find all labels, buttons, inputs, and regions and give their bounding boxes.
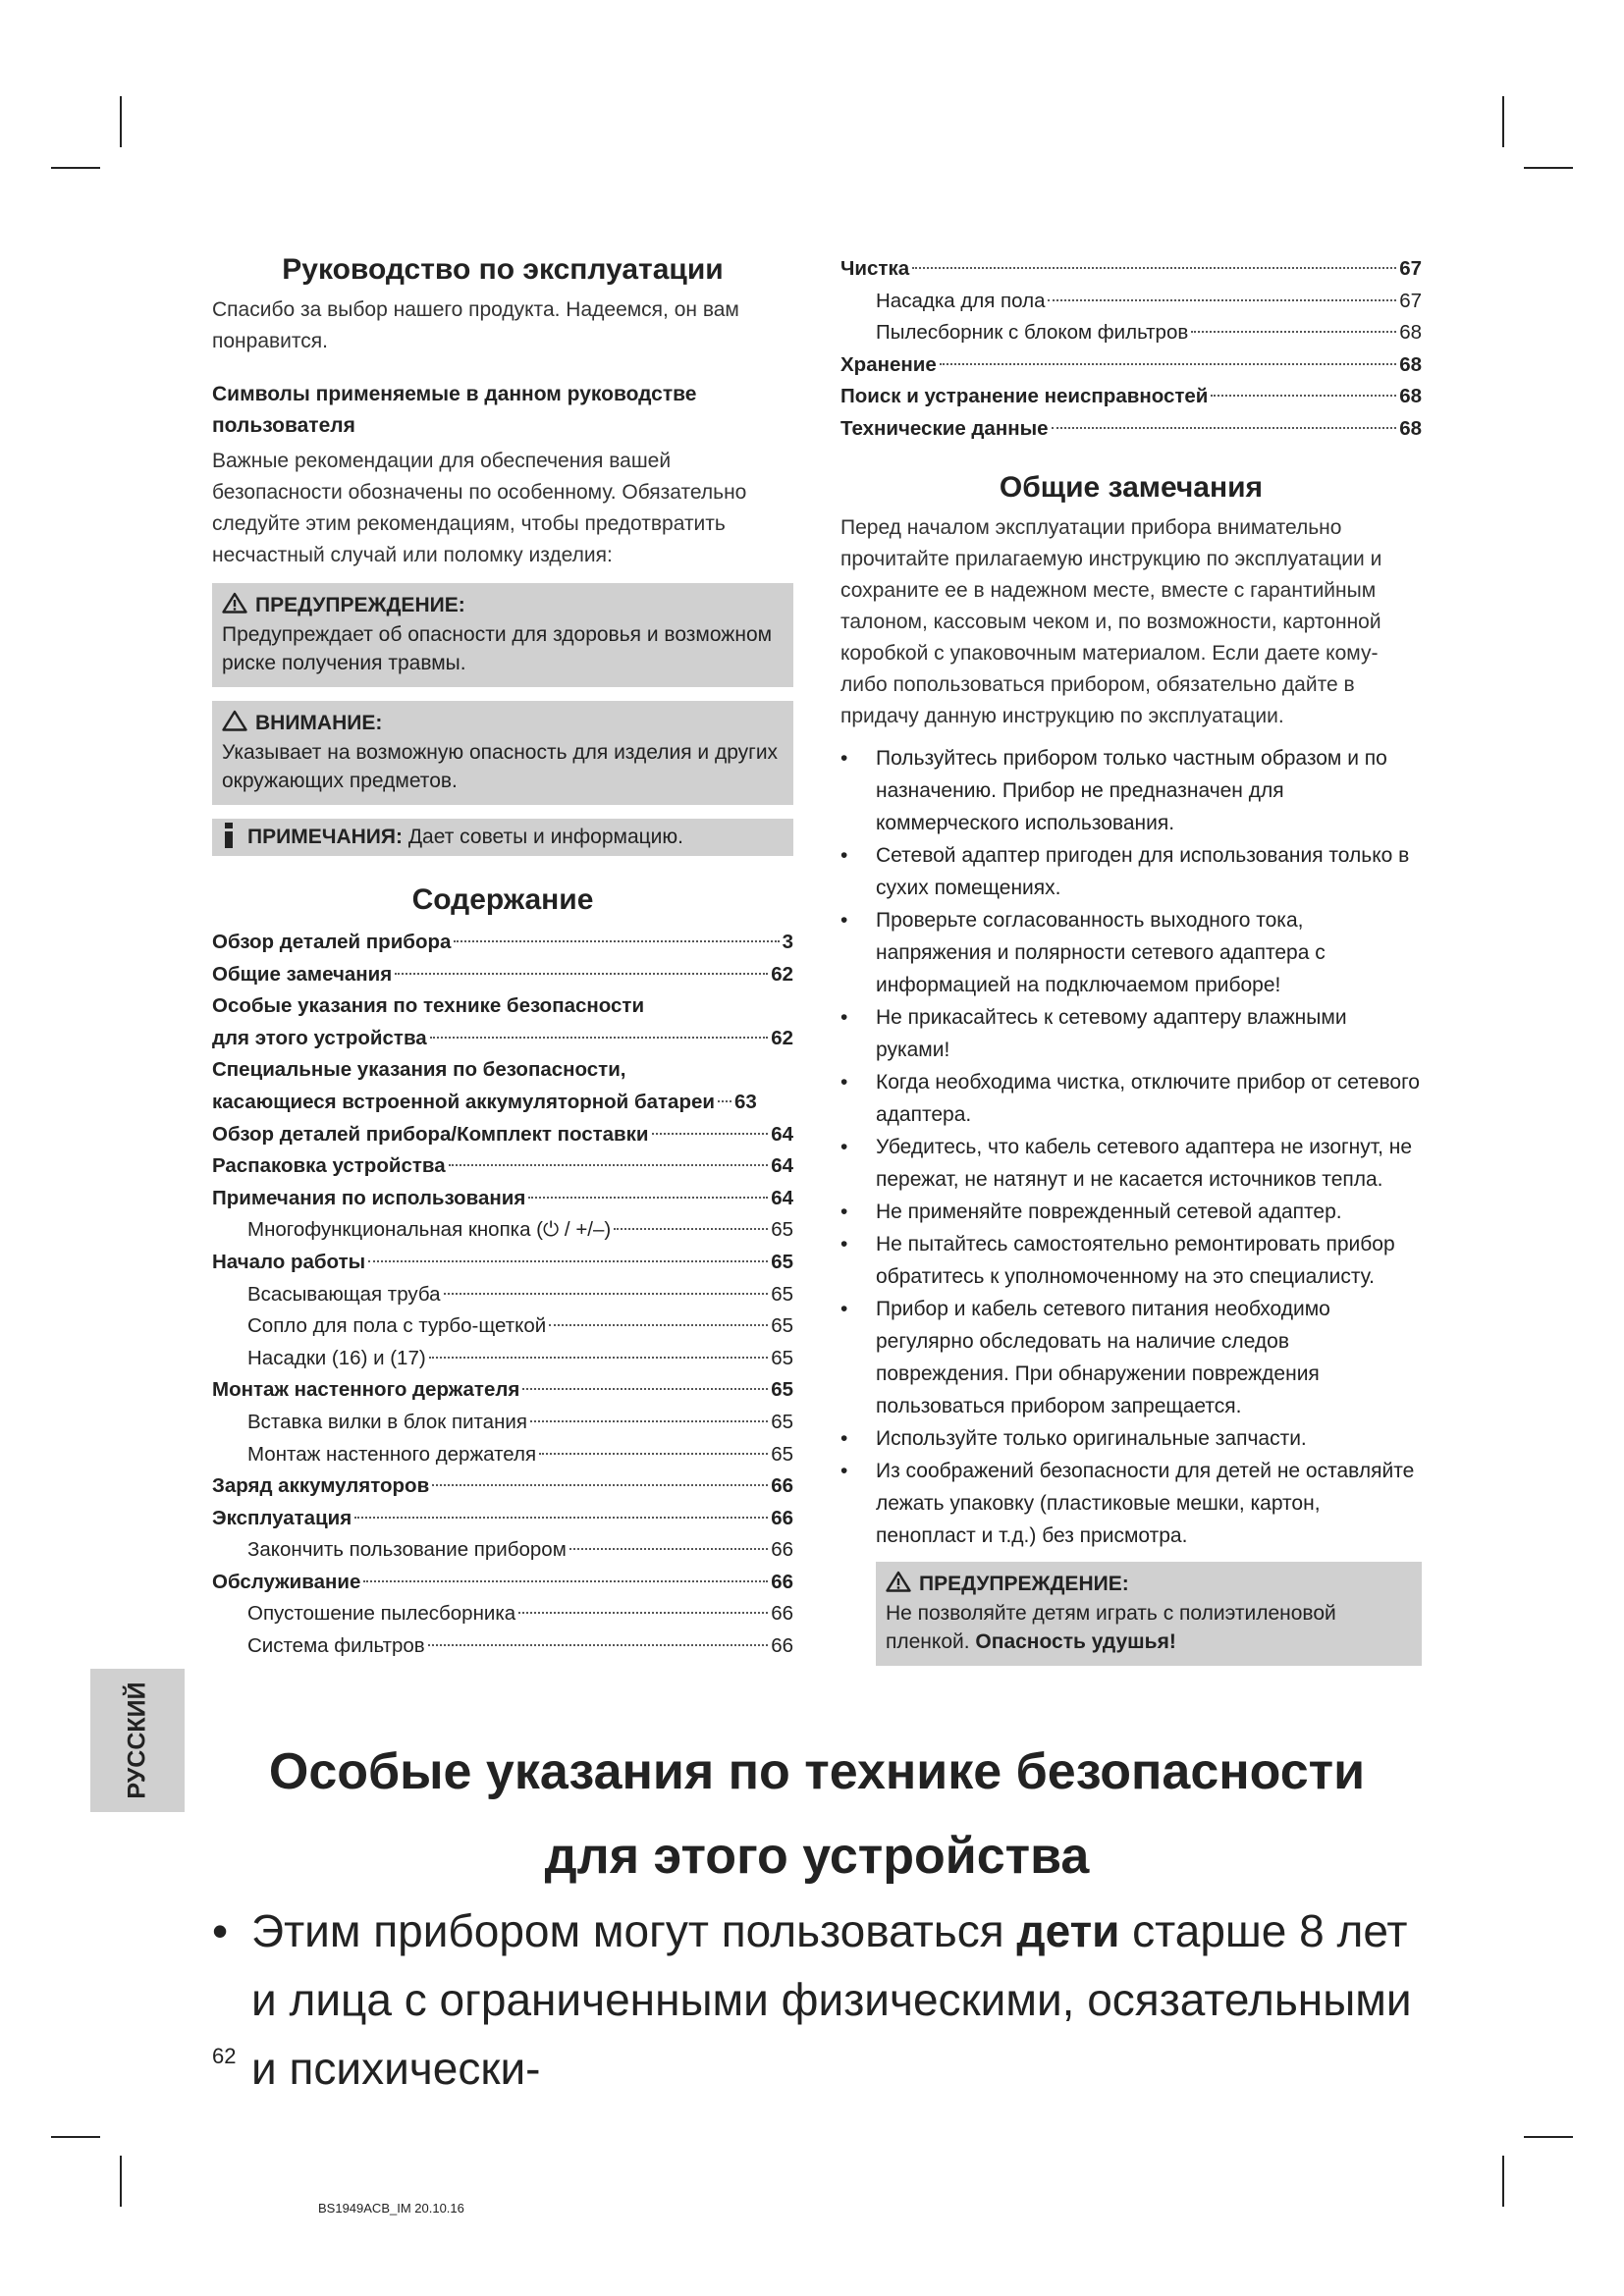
general-text: Перед началом эксплуатации прибора внимательно прочитайте прилагаемую инструкцию по эксплуатации и сохраните ее в надежном месте, вместе с гарантийным талоном, кассовым чеком и, по возможности, картонной коробкой с упаковочным материалом. Если даете кому-либо попользоваться прибором, обязательно дайте в придачу данную инструкцию по эксплуатации. [840, 515, 1382, 727]
toc-leader [354, 1517, 768, 1519]
warning-triangle-icon [222, 592, 247, 614]
toc-leader [395, 973, 768, 975]
toc-page: 68 [1399, 321, 1422, 345]
list-item-text: Не пытайтесь самостоятельно ремонтировать прибор обратитесь к уполномоченному на это специалисту. [876, 1232, 1395, 1288]
toc-leader [449, 1164, 769, 1166]
language-tab [90, 1669, 185, 1812]
toc-page: 65 [771, 1410, 793, 1433]
general-heading: Общие замечания [999, 470, 1264, 504]
note-title: ПРИМЕЧАНИЯ: [247, 826, 403, 848]
toc-row[interactable] [212, 1087, 793, 1119]
toc-leader [549, 1324, 768, 1326]
toc-leader [539, 1453, 768, 1455]
list-item-text: Сетевой адаптер пригоден для использования только в сухих помещениях. [876, 843, 1410, 899]
table-of-contents-continued [840, 253, 1422, 446]
toc-label: Чистка [840, 257, 910, 280]
crop-mark [1502, 96, 1504, 147]
toc-page: 62 [771, 962, 793, 986]
toc-label: Хранение [840, 352, 937, 376]
toc-label: Монтаж настенного держателя [247, 1442, 537, 1466]
toc-label: Особые указания по технике безопасности [212, 994, 645, 1018]
toc-row[interactable] [212, 1470, 793, 1503]
toc-leader [912, 267, 1396, 269]
toc-leader [652, 1133, 769, 1135]
bullet-icon: • [840, 1135, 848, 1158]
toc-page: 66 [771, 1538, 793, 1562]
list-item [840, 1228, 1422, 1293]
toc-label: Примечания по использования [212, 1186, 526, 1209]
toc-page: 62 [771, 1026, 793, 1049]
toc-leader [1048, 299, 1396, 301]
toc-label: для этого устройства [212, 1026, 427, 1049]
bullet-icon: • [840, 746, 848, 770]
toc-label: Всасывающая труба [247, 1282, 441, 1306]
bullet-icon: • [840, 1070, 848, 1094]
toc-label: Насадки (16) и (17) [247, 1346, 426, 1369]
toc-label: Специальные указания по безопасности, [212, 1058, 626, 1082]
toc-label: Система фильтров [247, 1634, 425, 1658]
toc-leader [428, 1644, 768, 1646]
bullet-icon: • [840, 1426, 848, 1450]
toc-row[interactable] [840, 286, 1422, 318]
bullet-icon: • [840, 843, 848, 867]
page-number: 62 [212, 2044, 237, 2068]
toc-label: Начало работы [212, 1250, 366, 1273]
right-column [840, 253, 1422, 1666]
toc-leader [718, 1100, 731, 1102]
toc-label: касающиеся встроенной аккумуляторной батареи [212, 1090, 715, 1113]
crop-mark [1524, 167, 1573, 169]
toc-row[interactable] [212, 1439, 793, 1471]
toc-page: 66 [771, 1474, 793, 1498]
footer-code: BS1949ACB_IM 20.10.16 [318, 2201, 464, 2216]
warning-text-plain: Не позволяйте детям играть с полиэтиленовой пленкой. [886, 1601, 1336, 1653]
warning-title: ПРЕДУПРЕЖДЕНИЕ: [919, 1572, 1129, 1595]
toc-page: 65 [771, 1250, 793, 1273]
warning-triangle-icon [886, 1571, 911, 1592]
toc-row[interactable] [212, 1374, 793, 1407]
toc-row[interactable] [212, 1598, 793, 1630]
list-item-text: Пользуйтесь прибором только частным образом и по назначению. Прибор не предназначен для коммерческого использования. [876, 746, 1387, 834]
toc-leader [368, 1260, 768, 1262]
toc-row[interactable] [212, 1343, 793, 1375]
safety-bullet-bold: дети [1016, 1905, 1120, 1956]
toc-page: 64 [771, 1186, 793, 1209]
toc-row[interactable] [212, 1119, 793, 1151]
crop-mark [120, 96, 122, 147]
toc-label: Общие замечания [212, 962, 393, 986]
note-box [212, 819, 793, 856]
toc-leader [528, 1197, 768, 1199]
list-item [840, 1422, 1422, 1455]
warning-text: Предупреждает об опасности для здоровья и возможном риске получения травмы. [222, 623, 773, 674]
list-item-text: Когда необходима чистка, отключите прибор от сетевого адаптера. [876, 1070, 1420, 1126]
toc-row[interactable] [212, 959, 793, 991]
list-item [840, 1066, 1422, 1131]
list-item-text: Используйте только оригинальные запчасти. [876, 1426, 1307, 1450]
caution-text: Указывает на возможную опасность для изделия и других окружающих предметов. [222, 741, 779, 792]
toc-label: Поиск и устранение неисправностей [840, 385, 1209, 408]
toc-label: Насадка для пола [876, 289, 1046, 312]
toc-page: 65 [771, 1314, 793, 1338]
crop-mark [120, 2156, 122, 2207]
list-item [840, 1455, 1422, 1552]
toc-page: 63 [733, 1090, 757, 1113]
table-of-contents [212, 927, 793, 1663]
toc-label: Пылесборник с блоком фильтров [876, 321, 1189, 345]
toc-label: Закончить пользование прибором [247, 1538, 567, 1562]
toc-row[interactable] [212, 1407, 793, 1439]
list-item [840, 1131, 1422, 1196]
toc-row[interactable] [840, 349, 1422, 382]
warning-box [212, 583, 793, 687]
warning-text [886, 1599, 1412, 1656]
list-item [840, 904, 1422, 1001]
warning-title-row [222, 591, 784, 620]
toc-page: 66 [771, 1570, 793, 1593]
list-item [840, 742, 1422, 839]
toc-page: 68 [1399, 416, 1422, 440]
toc-page: 65 [771, 1378, 793, 1402]
toc-label: Эксплуатация [212, 1506, 352, 1529]
manual-title: Руководство по эксплуатации [282, 253, 724, 286]
bullet-icon: • [840, 1459, 848, 1482]
toc-page: 66 [771, 1634, 793, 1658]
toc-page: 65 [771, 1218, 793, 1242]
toc-page: 64 [771, 1122, 793, 1146]
contents-heading: Содержание [411, 883, 594, 916]
toc-label: Многофункциональная кнопка (⏻ / +/–) [247, 1218, 612, 1242]
toc-page: 65 [771, 1346, 793, 1369]
note-text: Дает советы и информацию. [407, 826, 684, 848]
toc-row[interactable] [840, 317, 1422, 349]
list-item-text: Не прикасайтесь к сетевому адаптеру влажными руками! [876, 1005, 1347, 1061]
toc-leader [940, 363, 1396, 365]
caution-title: ВНИМАНИЕ: [255, 712, 383, 734]
safety-heading [212, 1730, 1422, 1898]
symbols-heading: Символы применяемые в данном руководстве пользователя [212, 383, 697, 437]
toc-row[interactable] [212, 1214, 793, 1247]
toc-row[interactable] [840, 381, 1422, 413]
bullet-icon: • [840, 1297, 848, 1320]
toc-row[interactable] [212, 1503, 793, 1535]
toc-row[interactable] [212, 1310, 793, 1343]
toc-leader [430, 1037, 769, 1039]
crop-mark [51, 2136, 100, 2138]
safety-bullet-text [212, 1896, 1439, 2103]
caution-title-row [222, 709, 784, 738]
toc-label: Обслуживание [212, 1570, 361, 1593]
caution-triangle-icon [222, 710, 247, 731]
toc-row[interactable] [212, 1023, 793, 1055]
toc-label: Заряд аккумуляторов [212, 1474, 430, 1498]
list-item-text: Из соображений безопасности для детей не оставляйте лежать упаковку (пластиковые мешки, картон, пенопласт и т.д.) без присмотра. [876, 1459, 1415, 1547]
list-item [840, 1293, 1422, 1422]
toc-leader [429, 1357, 769, 1359]
safety-bullet-pre: Этим прибором могут пользоваться [251, 1905, 1017, 1956]
bullet-icon: • [840, 908, 848, 932]
toc-row[interactable] [840, 253, 1422, 286]
left-column [212, 253, 793, 1663]
safety-heading-line2: для этого устройства [544, 1828, 1090, 1885]
toc-page: 67 [1399, 289, 1422, 312]
bullet-icon: • [840, 1005, 848, 1029]
toc-leader [518, 1612, 768, 1614]
toc-leader [1052, 427, 1397, 429]
warning-title-row [886, 1570, 1412, 1599]
language-tab-label: РУССКИЙ [123, 1682, 151, 1799]
toc-page: 67 [1399, 257, 1422, 280]
toc-label: Обзор деталей прибора/Комплект поставки [212, 1122, 649, 1146]
toc-row[interactable] [212, 1279, 793, 1311]
caution-box [212, 701, 793, 805]
list-item [840, 1001, 1422, 1066]
toc-leader [1211, 395, 1396, 397]
toc-row[interactable] [212, 927, 793, 959]
crop-mark [51, 167, 100, 169]
list-item-text: Не применяйте поврежденный сетевой адаптер. [876, 1200, 1342, 1223]
toc-page: 66 [771, 1506, 793, 1529]
bullet-icon: • [840, 1232, 848, 1255]
toc-leader [614, 1228, 768, 1230]
toc-row[interactable] [212, 1247, 793, 1279]
toc-leader [444, 1293, 769, 1295]
toc-label: Монтаж настенного держателя [212, 1378, 520, 1402]
toc-row[interactable] [212, 1183, 793, 1215]
safety-bullet [212, 1896, 1439, 2103]
toc-page: 68 [1399, 352, 1422, 376]
toc-page: 64 [771, 1154, 793, 1178]
warning-text-bold: Опасность удушья! [975, 1629, 1176, 1653]
info-icon [222, 823, 236, 848]
list-item-text: Проверьте согласованность выходного тока, напряжения и полярности сетевого адаптера с информацией на подключаемом приборе! [876, 908, 1326, 996]
bullet-icon: • [212, 1905, 229, 1956]
list-item-text: Убедитесь, что кабель сетевого адаптера не изогнут, не пережат, не натянут и не касается источников тепла. [876, 1135, 1413, 1191]
toc-page: 65 [771, 1442, 793, 1466]
safety-bullet-post: старше 8 лет и лица с ограниченными физическими, осязательными и психически- [251, 1905, 1412, 2094]
toc-page: 65 [771, 1282, 793, 1306]
safety-heading-line1: Особые указания по технике безопасности [268, 1743, 1366, 1800]
toc-leader [454, 940, 779, 942]
toc-label: Технические данные [840, 416, 1049, 440]
toc-row[interactable] [212, 1534, 793, 1567]
symbols-text: Важные рекомендации для обеспечения вашей безопасности обозначены по особенному. Обязательно следуйте этим рекомендациям, чтобы предотвратить несчастный случай или поломку изделия: [212, 450, 747, 566]
toc-leader [363, 1580, 768, 1582]
toc-page: 66 [771, 1602, 793, 1626]
toc-leader [1191, 331, 1396, 333]
list-item [840, 1196, 1422, 1228]
toc-leader [432, 1484, 768, 1486]
toc-label: Опустошение пылесборника [247, 1602, 516, 1626]
toc-row[interactable] [212, 1150, 793, 1183]
toc-label: Обзор деталей прибора [212, 931, 452, 953]
warning-box-packaging [876, 1562, 1422, 1666]
list-item-text: Прибор и кабель сетевого питания необходимо регулярно обследовать на наличие следов повреждения. При обнаружении повреждения пользоваться прибором запрещается. [876, 1297, 1330, 1417]
toc-label: Распаковка устройства [212, 1154, 446, 1178]
crop-mark [1502, 2156, 1504, 2207]
bullet-icon: • [840, 1200, 848, 1223]
toc-label: Сопло для пола с турбо-щеткой [247, 1314, 547, 1338]
toc-page: 3 [782, 931, 793, 953]
toc-leader [522, 1388, 768, 1390]
toc-row[interactable] [212, 1567, 793, 1599]
intro-text: Спасибо за выбор нашего продукта. Надеемся, он вам понравится. [212, 298, 739, 352]
warning-title: ПРЕДУПРЕЖДЕНИЕ: [255, 594, 465, 616]
toc-row[interactable] [840, 413, 1422, 446]
toc-leader [569, 1548, 768, 1550]
toc-leader [530, 1420, 768, 1422]
general-bullet-list [840, 742, 1422, 1552]
list-item [840, 839, 1422, 904]
toc-page: 68 [1399, 385, 1422, 408]
crop-mark [1524, 2136, 1573, 2138]
toc-label: Вставка вилки в блок питания [247, 1410, 527, 1433]
toc-row[interactable] [212, 1630, 793, 1663]
